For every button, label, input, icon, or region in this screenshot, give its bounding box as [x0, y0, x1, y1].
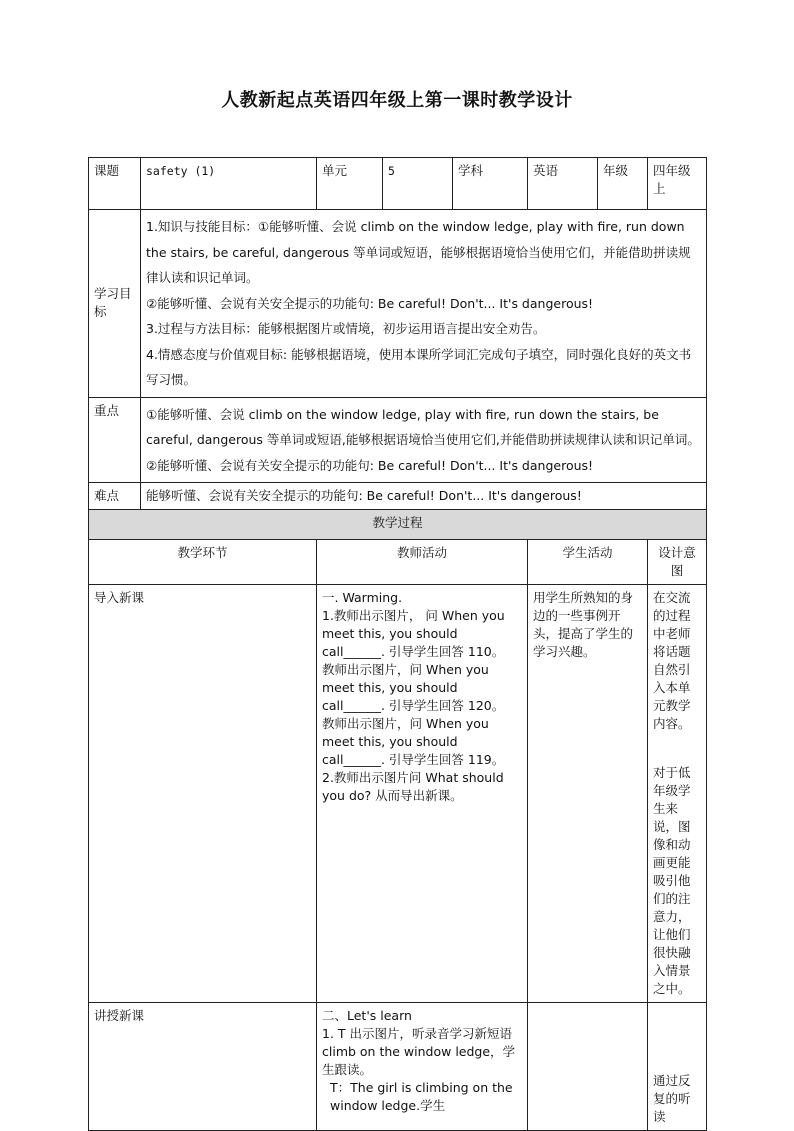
key-point-line: ①能够听懂、会说 climb on the window ledge, play with fire, run down the stairs, be careful, dangerous 等单词或短语,能够根据语境恰当使用它们,并能借助拼读规律认读和识记单词。 — [146, 406, 700, 447]
col-stage: 教学环节 — [89, 540, 317, 585]
subject-value: 英语 — [528, 158, 598, 210]
teacher-line: 教师出示图片，问 When you meet this, you should call______. 引导学生回答 120。 — [322, 662, 505, 713]
key-points-content — [141, 397, 707, 483]
teach-row — [89, 1003, 707, 1131]
topic-value: safety (1) — [141, 158, 317, 210]
teacher-line: 一. Warming. — [322, 590, 403, 605]
intro-teacher — [317, 585, 528, 1003]
goals-row — [89, 210, 707, 398]
key-points-row — [89, 397, 707, 483]
process-header: 教学过程 — [89, 510, 707, 540]
subject-label: 学科 — [453, 158, 528, 210]
intro-row — [89, 585, 707, 1003]
difficulty-label: 难点 — [89, 483, 141, 510]
teach-student — [528, 1003, 648, 1131]
teach-teacher — [317, 1003, 528, 1131]
teacher-line: 2.教师出示图片问 What should you do? 从而导出新课。 — [322, 770, 504, 803]
difficulty-row — [89, 483, 707, 510]
goal-line: 3.过程与方法目标：能够根据图片或情境，初步运用语言提出安全劝告。 — [146, 321, 546, 336]
process-columns-row — [89, 540, 707, 585]
key-points-label: 重点 — [89, 397, 141, 483]
col-student: 学生活动 — [528, 540, 648, 585]
topic-label: 课题 — [89, 158, 141, 210]
grade-label: 年级 — [598, 158, 648, 210]
goal-line: 4.情感态度与价值观目标: 能够根据语境，使用本课所学词汇完成句子填空，同时强化良好的英文书写习惯。 — [146, 346, 692, 387]
difficulty-text: 能够听懂、会说有关安全提示的功能句: Be careful! Don't... It's dangerous! — [141, 483, 707, 510]
teacher-line: 二、Let's learn — [322, 1008, 412, 1023]
unit-value: 5 — [383, 158, 453, 210]
teacher-line: 1. T 出示图片，听录音学习新短语 climb on the window ledge，学生跟读。 — [322, 1026, 516, 1077]
teacher-line: 1.教师出示图片， 问 When you meet this, you should call______. 引导学生回答 110。 — [322, 608, 505, 659]
teacher-line: 教师出示图片，问 When you meet this, you should call______. 引导学生回答 119。 — [322, 716, 505, 767]
key-point-line: ②能够听懂、会说有关安全提示的功能句: Be careful! Don't... It's dangerous! — [146, 457, 594, 473]
goal-line: 1.知识与技能目标：①能够听懂、会说 climb on the window ledge, play with fire, run down the stairs, be careful, dangerous 等单词或短语，能够根据语境恰当使用它们，并能借助拼读规律认读和识记单词。 — [146, 219, 691, 285]
spacer — [653, 733, 701, 764]
intro-design — [648, 585, 707, 1003]
teach-stage: 讲授新课 — [89, 1003, 317, 1131]
col-teacher: 教师活动 — [317, 540, 528, 585]
teach-design: 通过反复的听读 — [648, 1003, 707, 1131]
page-title: 人教新起点英语四年级上第一课时教学设计 — [221, 90, 573, 111]
unit-label: 单元 — [317, 158, 383, 210]
goals-label: 学习目标 — [89, 210, 141, 398]
design-line: 对于低年级学生来说，图像和动画更能吸引他们的注意力， 让他们很快融入情景之中。 — [653, 765, 691, 996]
teacher-line: T：The girl is climbing on the window ledge.学生 — [330, 1080, 513, 1113]
grade-value: 四年级上 — [648, 158, 707, 210]
goals-content — [141, 210, 707, 398]
col-design: 设计意图 — [648, 540, 707, 585]
design-line: 在交流的过程中老师将话题自然引入本单元教学内容。 — [653, 590, 691, 731]
info-row — [89, 158, 707, 210]
intro-stage: 导入新课 — [89, 585, 317, 1003]
goal-line: ②能够听懂、会说有关安全提示的功能句: Be careful! Don't... It's dangerous! — [146, 295, 594, 311]
process-header-row — [89, 510, 707, 540]
lesson-plan-table — [88, 157, 707, 1131]
intro-student: 用学生所熟知的身边的一些事例开头，提高了学生的学习兴趣。 — [528, 585, 648, 1003]
